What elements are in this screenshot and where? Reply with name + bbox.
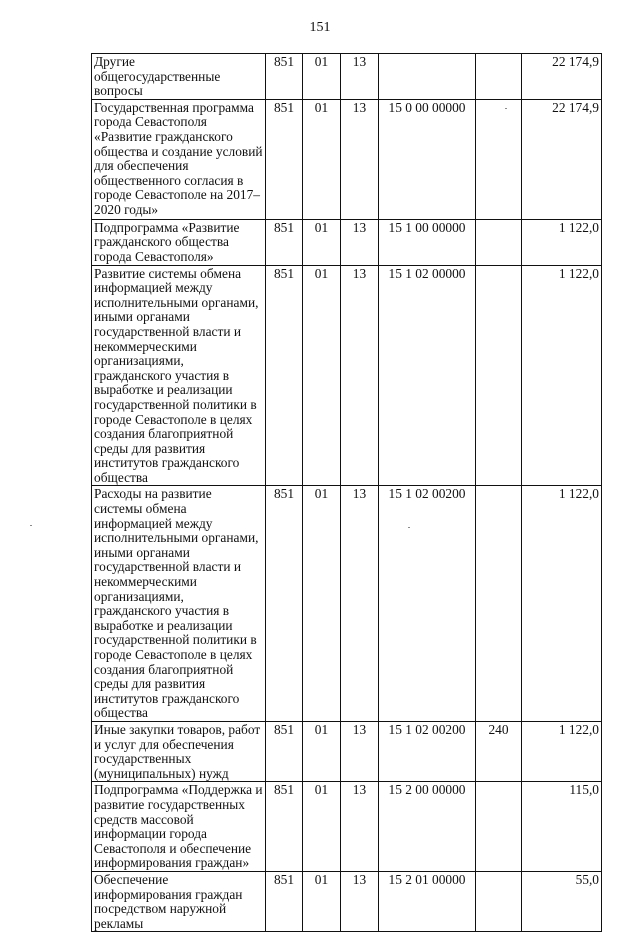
target-item-cell: 15 1 02 00200 bbox=[379, 486, 476, 722]
target-item-cell: 15 0 00 00000 bbox=[379, 99, 476, 219]
expense-type-cell bbox=[476, 871, 522, 931]
table-row bbox=[92, 782, 602, 872]
subsection-cell: 13 bbox=[341, 871, 379, 931]
table-row bbox=[92, 721, 602, 781]
section-cell: 01 bbox=[303, 782, 341, 872]
expense-type-cell bbox=[476, 782, 522, 872]
expense-type-cell: 240 bbox=[476, 721, 522, 781]
target-item-cell: 15 2 00 00000 bbox=[379, 782, 476, 872]
amount-cell: 1 122,0 bbox=[522, 721, 602, 781]
amount-cell: 1 122,0 bbox=[522, 486, 602, 722]
target-item-cell bbox=[379, 54, 476, 100]
table-row bbox=[92, 871, 602, 931]
expense-type-cell bbox=[476, 219, 522, 265]
item-name-cell: Развитие системы обмена информацией между исполнительными органами, иными органами государственной власти и некоммерческими организациями, гражданского участия в выработке и реализации государственной политики в городе Севастополе в целях создания благоприятной среды для развития институтов гражданского общества bbox=[92, 265, 266, 486]
table-row bbox=[92, 54, 602, 100]
department-code-cell: 851 bbox=[266, 871, 303, 931]
item-name-cell: Расходы на развитие системы обмена информацией между исполнительными органами, иными органами государственной власти и некоммерческими организациями, гражданского участия в выработке и реализации государственной политики в городе Севастополе в целях создания благоприятной среды для развития институтов гражданского общества bbox=[92, 486, 266, 722]
target-item-cell: 15 2 01 00000 bbox=[379, 871, 476, 931]
subsection-cell: 13 bbox=[341, 721, 379, 781]
section-cell: 01 bbox=[303, 99, 341, 219]
expense-type-cell bbox=[476, 486, 522, 722]
target-item-cell: 15 1 02 00000 bbox=[379, 265, 476, 486]
target-item-cell: 15 1 00 00000 bbox=[379, 219, 476, 265]
scan-speck bbox=[408, 527, 410, 528]
table-row bbox=[92, 99, 602, 219]
amount-cell: 115,0 bbox=[522, 782, 602, 872]
amount-cell: 1 122,0 bbox=[522, 265, 602, 486]
subsection-cell: 13 bbox=[341, 99, 379, 219]
item-name-cell: Другие общегосударственные вопросы bbox=[92, 54, 266, 100]
amount-cell: 22 174,9 bbox=[522, 99, 602, 219]
subsection-cell: 13 bbox=[341, 782, 379, 872]
section-cell: 01 bbox=[303, 721, 341, 781]
department-code-cell: 851 bbox=[266, 721, 303, 781]
section-cell: 01 bbox=[303, 219, 341, 265]
department-code-cell: 851 bbox=[266, 782, 303, 872]
item-name-cell: Иные закупки товаров, работ и услуг для обеспечения государственных (муниципальных) нужд bbox=[92, 721, 266, 781]
department-code-cell: 851 bbox=[266, 219, 303, 265]
page-number: 151 bbox=[309, 20, 331, 35]
item-name-cell: Государственная программа города Севастополя «Развитие гражданского общества и создание условий для обеспечения общественного согласия в городе Севастополе на 2017–2020 годы» bbox=[92, 99, 266, 219]
section-cell: 01 bbox=[303, 871, 341, 931]
scan-speck bbox=[30, 525, 32, 526]
expense-type-cell bbox=[476, 265, 522, 486]
table-row bbox=[92, 265, 602, 486]
department-code-cell: 851 bbox=[266, 99, 303, 219]
department-code-cell: 851 bbox=[266, 265, 303, 486]
table-row bbox=[92, 486, 602, 722]
section-cell: 01 bbox=[303, 486, 341, 722]
subsection-cell: 13 bbox=[341, 54, 379, 100]
scan-speck bbox=[505, 108, 507, 109]
department-code-cell: 851 bbox=[266, 486, 303, 722]
item-name-cell: Подпрограмма «Развитие гражданского общества города Севастополя» bbox=[92, 219, 266, 265]
budget-table bbox=[91, 53, 602, 932]
subsection-cell: 13 bbox=[341, 265, 379, 486]
subsection-cell: 13 bbox=[341, 486, 379, 722]
amount-cell: 22 174,9 bbox=[522, 54, 602, 100]
department-code-cell: 851 bbox=[266, 54, 303, 100]
subsection-cell: 13 bbox=[341, 219, 379, 265]
target-item-cell: 15 1 02 00200 bbox=[379, 721, 476, 781]
item-name-cell: Подпрограмма «Поддержка и развитие государственных средств массовой информации города Севастополя и обеспечение информирования граждан» bbox=[92, 782, 266, 872]
table-row bbox=[92, 219, 602, 265]
amount-cell: 1 122,0 bbox=[522, 219, 602, 265]
section-cell: 01 bbox=[303, 54, 341, 100]
section-cell: 01 bbox=[303, 265, 341, 486]
item-name-cell: Обеспечение информирования граждан посредством наружной рекламы bbox=[92, 871, 266, 931]
expense-type-cell bbox=[476, 54, 522, 100]
expense-type-cell bbox=[476, 99, 522, 219]
amount-cell: 55,0 bbox=[522, 871, 602, 931]
